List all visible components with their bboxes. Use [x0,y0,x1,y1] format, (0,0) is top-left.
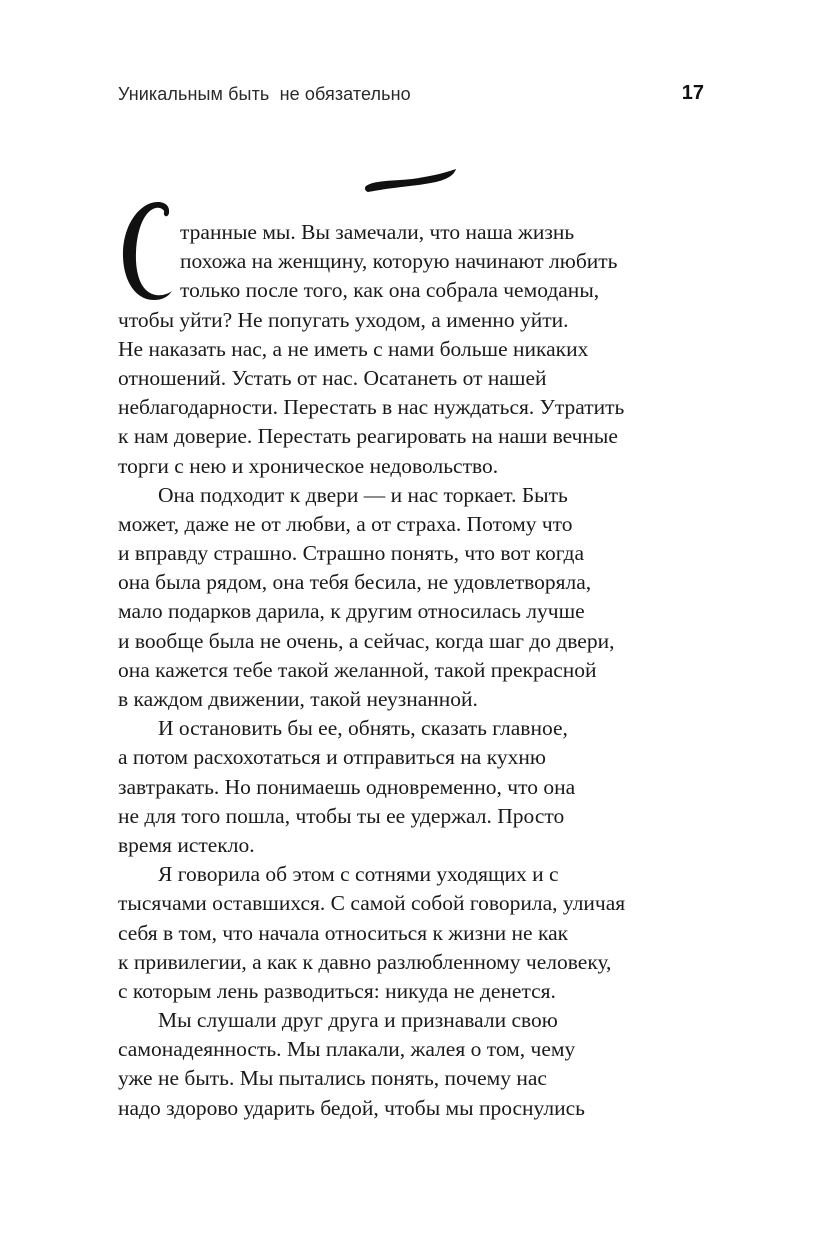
text-line: а потом расхохотаться и отправиться на кухню [118,745,546,770]
text-line: транные мы. Вы замечали, что наша жизнь [180,220,575,244]
text-line: может, даже не от любви, а от страха. Потому что [118,511,573,536]
text-line: самонадеянность. Мы плакали, жалея о том, чему [118,1037,576,1062]
text-line: себя в том, что начала относиться к жизни не как [118,920,569,945]
text-line: с которым лень разводиться: никуда не денется. [118,978,556,1003]
text-line: завтракать. Но понимаешь одновременно, что она [118,774,576,799]
text-line: чтобы уйти? Не попугать уходом, а именно уйти. [118,307,569,332]
page-number: 17 [681,82,704,104]
text-line: только после того, как она собрала чемоданы, [180,278,600,303]
body-text [118,218,718,1123]
text-line: уже не быть. Мы пытались понять, почему нас [118,1066,547,1091]
text-line: к нам доверие. Перестать реагировать на наши вечные [118,424,618,449]
text-line: торги с нею и хроническое недовольство. [118,453,499,478]
text-line: Не наказать нас, а не иметь с нами больше никаких [118,336,589,361]
text-line: и вправду страшно. Страшно понять, что вот когда [118,541,584,566]
text-line: в каждом движении, такой неузнанной. [118,687,478,711]
text-line: Я говорила об этом с сотнями уходящих и с [158,862,559,887]
text-line: к привилегии, а как к давно разлюбленному человеку, [118,949,612,974]
text-line: Мы слушали друг друга и признавали свою [158,1008,558,1033]
text-line: тысячами оставшихся. С самой собой говорила, уличая [118,891,626,916]
text-line: она кажется тебе такой желанной, такой прекрасной [118,657,597,682]
text-line: время истекло. [118,832,255,857]
text-line: Она подходит к двери — и нас торкает. Быть [158,482,568,507]
text-line: не для того пошла, чтобы ты ее удержал. Просто [118,803,565,828]
text-line: надо здорово ударить бедой, чтобы мы проснулись [118,1095,585,1120]
text-line: похожа на женщину, которую начинают любить [180,249,618,274]
brush-stroke-dash-icon [364,166,459,196]
text-line: И остановить бы ее, обнять, сказать главное, [158,716,568,741]
text-line: мало подарков дарила, к другим относилась лучше [118,599,585,624]
text-line: отношений. Устать от нас. Осатанеть от нашей [118,365,547,390]
text-line: и вообще была не очень, а сейчас, когда шаг до двери, [118,628,615,653]
running-title: Уникальным быть не обязательно [118,84,411,104]
text-line: она была рядом, она тебя бесила, не удовлетворяла, [118,570,592,595]
text-line: неблагодарности. Перестать в нас нуждаться. Утратить [118,395,625,420]
